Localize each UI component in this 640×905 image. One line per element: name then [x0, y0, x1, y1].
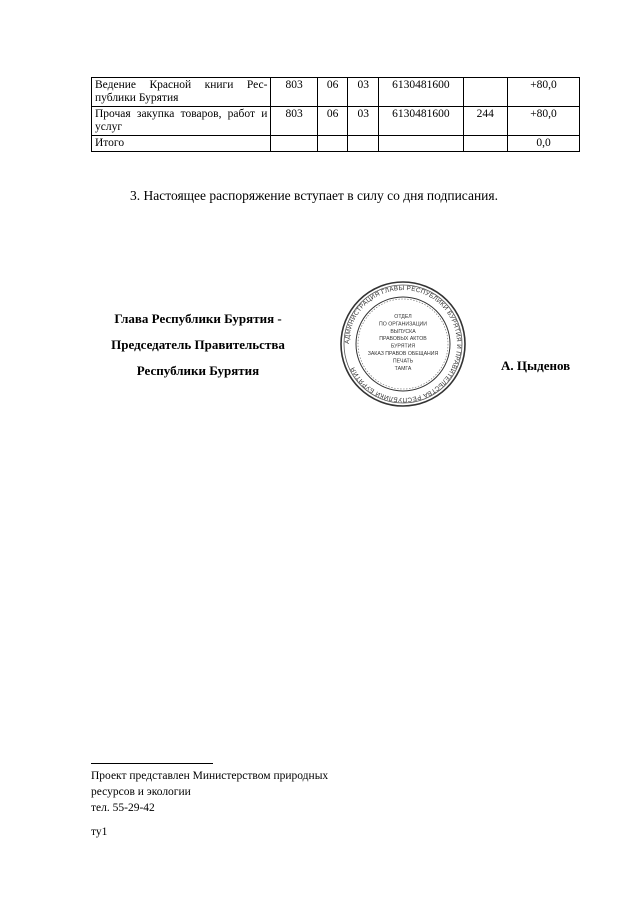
seal-line: ТАМГА: [394, 365, 412, 372]
row-code-cell: 803: [271, 78, 317, 107]
row-subsection-cell: [348, 136, 379, 152]
row-name-cell: Итого: [92, 136, 271, 152]
footnote-line: Проект представлен Министерством природных: [91, 770, 329, 782]
table-total-row: [92, 136, 580, 152]
footnote-divider: [91, 763, 213, 764]
seal-line: ПО ОРГАНИЗАЦИИ: [379, 321, 427, 328]
footnote: [91, 768, 328, 816]
signatory-position: [82, 306, 314, 384]
signatory-name: А. Цыденов: [501, 358, 571, 373]
row-csr-cell: 6130481600: [379, 78, 463, 107]
seal-ring-text: АДМИНИСТРАЦИЯ ГЛАВЫ РЕСПУБЛИКИ БУРЯТИЯ И ПРАВИТЕЛЬСТВА РЕСПУБЛИКИ БУРЯТИЯ: [343, 284, 463, 404]
position-line: Республики Бурятия: [136, 363, 260, 378]
row-vr-cell: 244: [463, 107, 507, 136]
row-name-cell: Прочая закупка товаров, работ и услуг: [92, 107, 271, 136]
seal-line: ВЫПУСКА: [390, 328, 416, 335]
effective-clause: 3. Настоящее распоряжение вступает в силу со дня подписания.: [130, 188, 498, 203]
row-name-cell: Ведение Красной книги Рес-публики Бурятия: [92, 78, 271, 107]
row-section-cell: [317, 136, 348, 152]
row-code-cell: 803: [271, 107, 317, 136]
row-sum-cell: +80,0: [508, 78, 580, 107]
row-vr-cell: [463, 78, 507, 107]
row-csr-cell: [379, 136, 463, 152]
row-subsection-cell: 03: [348, 78, 379, 107]
row-section-cell: 06: [317, 107, 348, 136]
position-line: Председатель Правительства: [111, 337, 285, 352]
seal-center-text: [368, 314, 439, 372]
row-sum-cell: +80,0: [508, 107, 580, 136]
seal-line: ОТДЕЛ: [394, 314, 412, 320]
footnote-line: тел. 55-29-42: [91, 802, 155, 814]
row-csr-cell: 6130481600: [379, 107, 463, 136]
official-seal: [339, 280, 467, 408]
row-section-cell: 06: [317, 78, 348, 107]
row-code-cell: [271, 136, 317, 152]
document-code: ту1: [91, 826, 108, 838]
table-row: [92, 107, 580, 136]
footnote-line: ресурсов и экологии: [91, 786, 191, 798]
row-vr-cell: [463, 136, 507, 152]
row-subsection-cell: 03: [348, 107, 379, 136]
seal-line: БУРЯТИЯ: [390, 343, 416, 350]
seal-line: ПРАВОВЫХ АКТОВ: [379, 336, 427, 343]
seal-line: ПЕЧАТЬ: [392, 358, 414, 365]
position-line: Глава Республики Бурятия -: [114, 311, 282, 326]
seal-line: ЗАКАЗ ПРАВОВ ОБЕЩАНИЯ: [367, 351, 439, 357]
row-sum-cell: 0,0: [508, 136, 580, 152]
budget-table: [91, 77, 580, 152]
table-row: [92, 78, 580, 107]
